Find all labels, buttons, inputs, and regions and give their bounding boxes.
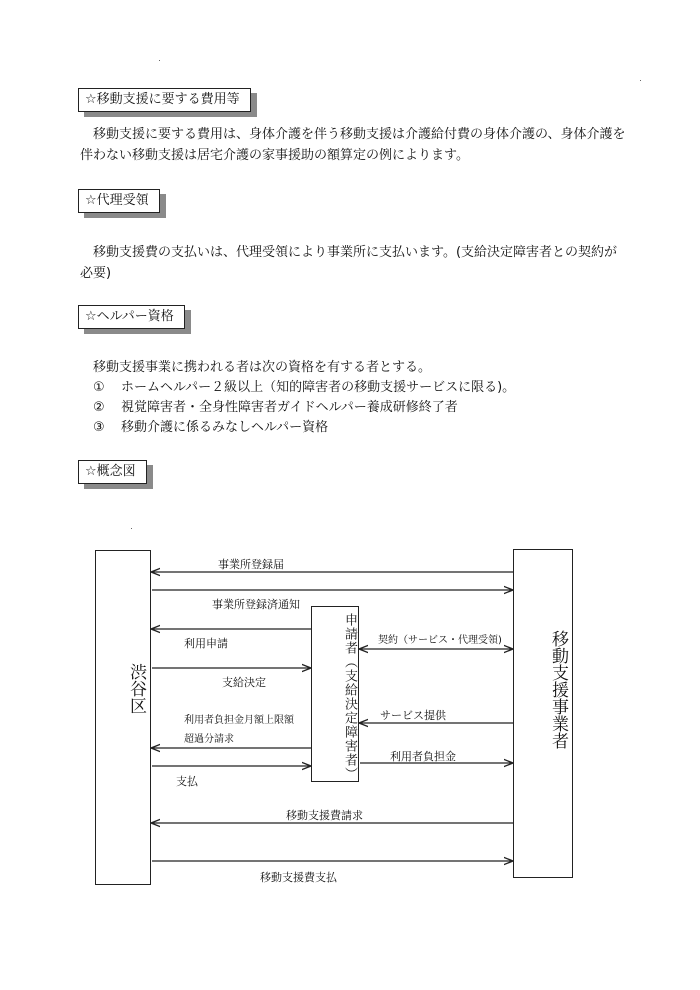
label-payment-decision: 支給決定 bbox=[222, 676, 266, 689]
label-office-registration: 事業所登録届 bbox=[218, 558, 284, 571]
provider-label: 移動支援事業者 bbox=[548, 630, 568, 749]
label-contract: 契約（サービス・代理受領) bbox=[378, 635, 502, 646]
helper-item-number: ① bbox=[93, 380, 105, 395]
cost-paragraph: 移動支援に要する費用は、身体介護を伴う移動支援は介護給付費の身体介護の、身体介護を伴わない移動支援は居宅介護の家事援助の額算定の例によります。 bbox=[80, 127, 626, 163]
label-usage-application: 利用申請 bbox=[184, 637, 228, 650]
helper-item-number: ② bbox=[93, 400, 105, 415]
label-limit-line1: 利用者負担金月額上限額 bbox=[184, 715, 294, 726]
applicant-label: 申請者（支給決定障害者） bbox=[342, 613, 357, 781]
label-cost-payment: 移動支援費支払 bbox=[260, 871, 337, 884]
section-heading-cost: ☆移動支援に要する費用等 bbox=[78, 88, 251, 112]
scan-speck bbox=[640, 80, 641, 81]
shibuya-label: 渋谷区 bbox=[126, 663, 146, 714]
section-heading-diagram: ☆概念図 bbox=[78, 460, 147, 484]
label-user-charge: 利用者負担金 bbox=[390, 750, 456, 763]
label-service-provision: サービス提供 bbox=[380, 709, 446, 722]
helper-item-text: 視覚障害者・全身性障害者ガイドヘルパー養成研修終了者 bbox=[121, 400, 458, 415]
helper-intro: 移動支援事業に携われる者は次の資格を有する者とする。 bbox=[93, 360, 432, 375]
label-cost-claim: 移動支援費請求 bbox=[286, 809, 363, 822]
section-heading-agent: ☆代理受領 bbox=[78, 189, 160, 213]
scan-speck bbox=[131, 528, 132, 529]
helper-item-number: ③ bbox=[93, 420, 105, 435]
label-registration-notice: 事業所登録済通知 bbox=[212, 598, 300, 611]
section-heading-helper: ☆ヘルパー資格 bbox=[78, 305, 185, 329]
helper-item-text: ホームヘルパー２級以上（知的障害者の移動支援サービスに限る)。 bbox=[121, 380, 516, 395]
helper-item-text: 移動介護に係るみなしヘルパー資格 bbox=[121, 420, 329, 435]
label-payment: 支払 bbox=[176, 775, 198, 788]
label-limit-line2: 超過分請求 bbox=[184, 734, 234, 745]
agent-paragraph: 移動支援費の支払いは、代理受領により事業所に支払います。(支給決定障害者との契約が必要) bbox=[80, 245, 618, 281]
scan-speck bbox=[159, 60, 160, 61]
